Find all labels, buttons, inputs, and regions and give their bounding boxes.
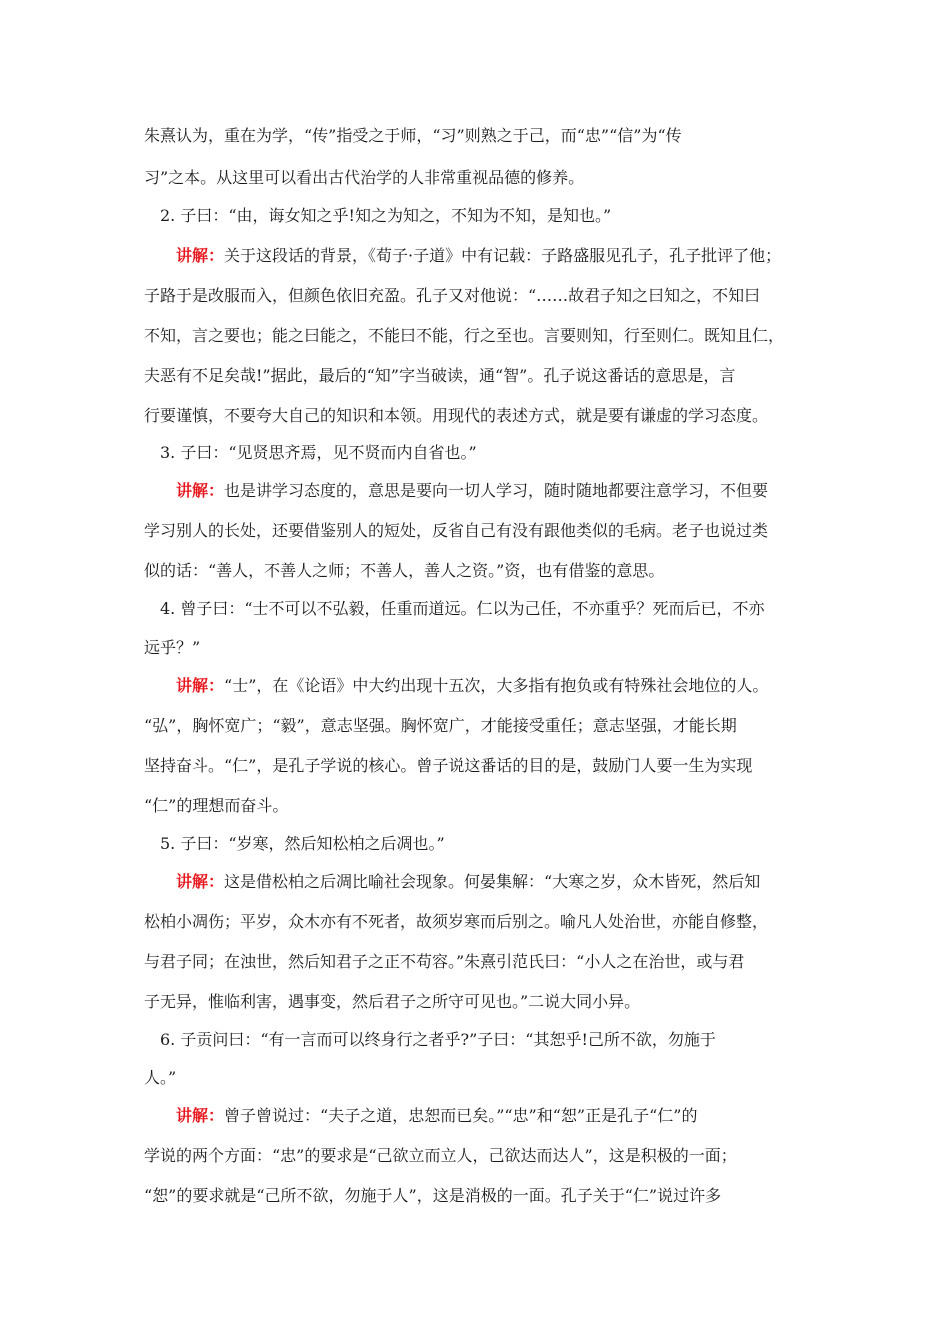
text-line: 朱熹认为，重在为学，“传”指受之于师，“习”则熟之于己，而“忠”“信”为“传 xyxy=(144,126,682,145)
commentary-line: 讲解：“士”，在《论语》中大约出现十五次，大多指有抱负或有特殊社会地位的人。 xyxy=(176,676,769,695)
quote-line: 4. 曾子曰：“士不可以不弘毅，任重而道远。仁以为己任，不亦重乎？死而后已，不亦 xyxy=(160,599,765,618)
quote-line: 2. 子曰：“由，诲女知之乎!知之为知之，不知为不知，是知也。” xyxy=(160,206,612,225)
quote-line: 6. 子贡问曰：“有一言而可以终身行之者乎?”子曰：“其恕乎!己所不欲，勿施于 xyxy=(160,1030,716,1049)
commentary-label: 讲解： xyxy=(176,481,225,500)
text-line: 子路于是改服而入，但颜色依旧充盈。孔子又对他说：“……故君子知之曰知之，不知曰 xyxy=(144,286,761,305)
text-line: 子无异，惟临利害，遇事变，然后君子之所守可见也。”二说大同小异。 xyxy=(144,992,641,1011)
text-line: 与君子同；在浊世，然后知君子之正不苟容。”朱熹引范氏曰：“小人之在治世，或与君 xyxy=(144,952,745,971)
commentary-label: 讲解： xyxy=(176,246,225,265)
text-line: 行要谨慎，不要夸大自己的知识和本领。用现代的表述方式，就是要有谦虚的学习态度。 xyxy=(144,406,769,425)
text-line: 学说的两个方面：“忠”的要求是“己欲立而立人，己欲达而达人”，这是积极的一面； xyxy=(144,1146,737,1165)
text-line: 不知，言之要也；能之曰能之，不能曰不能，行之至也。言要则知，行至则仁。既知且仁， xyxy=(144,326,785,345)
text-line: “弘”，胸怀宽广；“毅”，意志坚强。胸怀宽广，才能接受重任；意志坚强，才能长期 xyxy=(144,716,737,735)
quote-line: 5. 子曰：“岁寒，然后知松柏之后凋也。” xyxy=(160,834,445,853)
commentary-label: 讲解： xyxy=(176,1106,225,1125)
commentary-line: 讲解：也是讲学习态度的，意思是要向一切人学习，随时随地都要注意学习，不但要 xyxy=(176,481,769,500)
quote-line: 3. 子曰：“见贤思齐焉，见不贤而内自省也。” xyxy=(160,443,477,462)
text-line: 远乎？” xyxy=(144,638,201,657)
commentary-label: 讲解： xyxy=(176,676,225,695)
text-line: 习”之本。从这里可以看出古代治学的人非常重视品德的修养。 xyxy=(144,168,585,187)
commentary-label: 讲解： xyxy=(176,872,225,891)
text-line: 似的话：“善人，不善人之师；不善人，善人之资。”资，也有借鉴的意思。 xyxy=(144,561,665,580)
commentary-line: 讲解：关于这段话的背景，《荀子·子道》中有记载：子路盛服见孔子，孔子批评了他； xyxy=(176,246,782,265)
text-line: “仁”的理想而奋斗。 xyxy=(144,796,289,815)
text-line: 松柏小凋伤；平岁，众木亦有不死者，故须岁寒而后别之。喻凡人处治世，亦能自修整， xyxy=(144,912,769,931)
commentary-line: 讲解：这是借松柏之后凋比喻社会现象。何晏集解：“大寒之岁，众木皆死，然后知 xyxy=(176,872,761,891)
text-line: 人。” xyxy=(144,1068,177,1087)
text-line: 学习别人的长处，还要借鉴别人的短处，反省自己有没有跟他类似的毛病。老子也说过类 xyxy=(144,521,769,540)
text-line: 坚持奋斗。“仁”，是孔子学说的核心。曾子说这番话的目的是，鼓励门人要一生为实现 xyxy=(144,756,753,775)
text-line: “恕”的要求就是“己所不欲，勿施于人”，这是消极的一面。孔子关于“仁”说过许多 xyxy=(144,1186,722,1205)
text-line: 夫恶有不足矣哉!”据此，最后的“知”字当破读，通“智”。孔子说这番话的意思是，言 xyxy=(144,366,736,385)
commentary-line: 讲解：曾子曾说过：“夫子之道，忠恕而已矣。”“忠”和“恕”正是孔子“仁”的 xyxy=(176,1106,698,1125)
